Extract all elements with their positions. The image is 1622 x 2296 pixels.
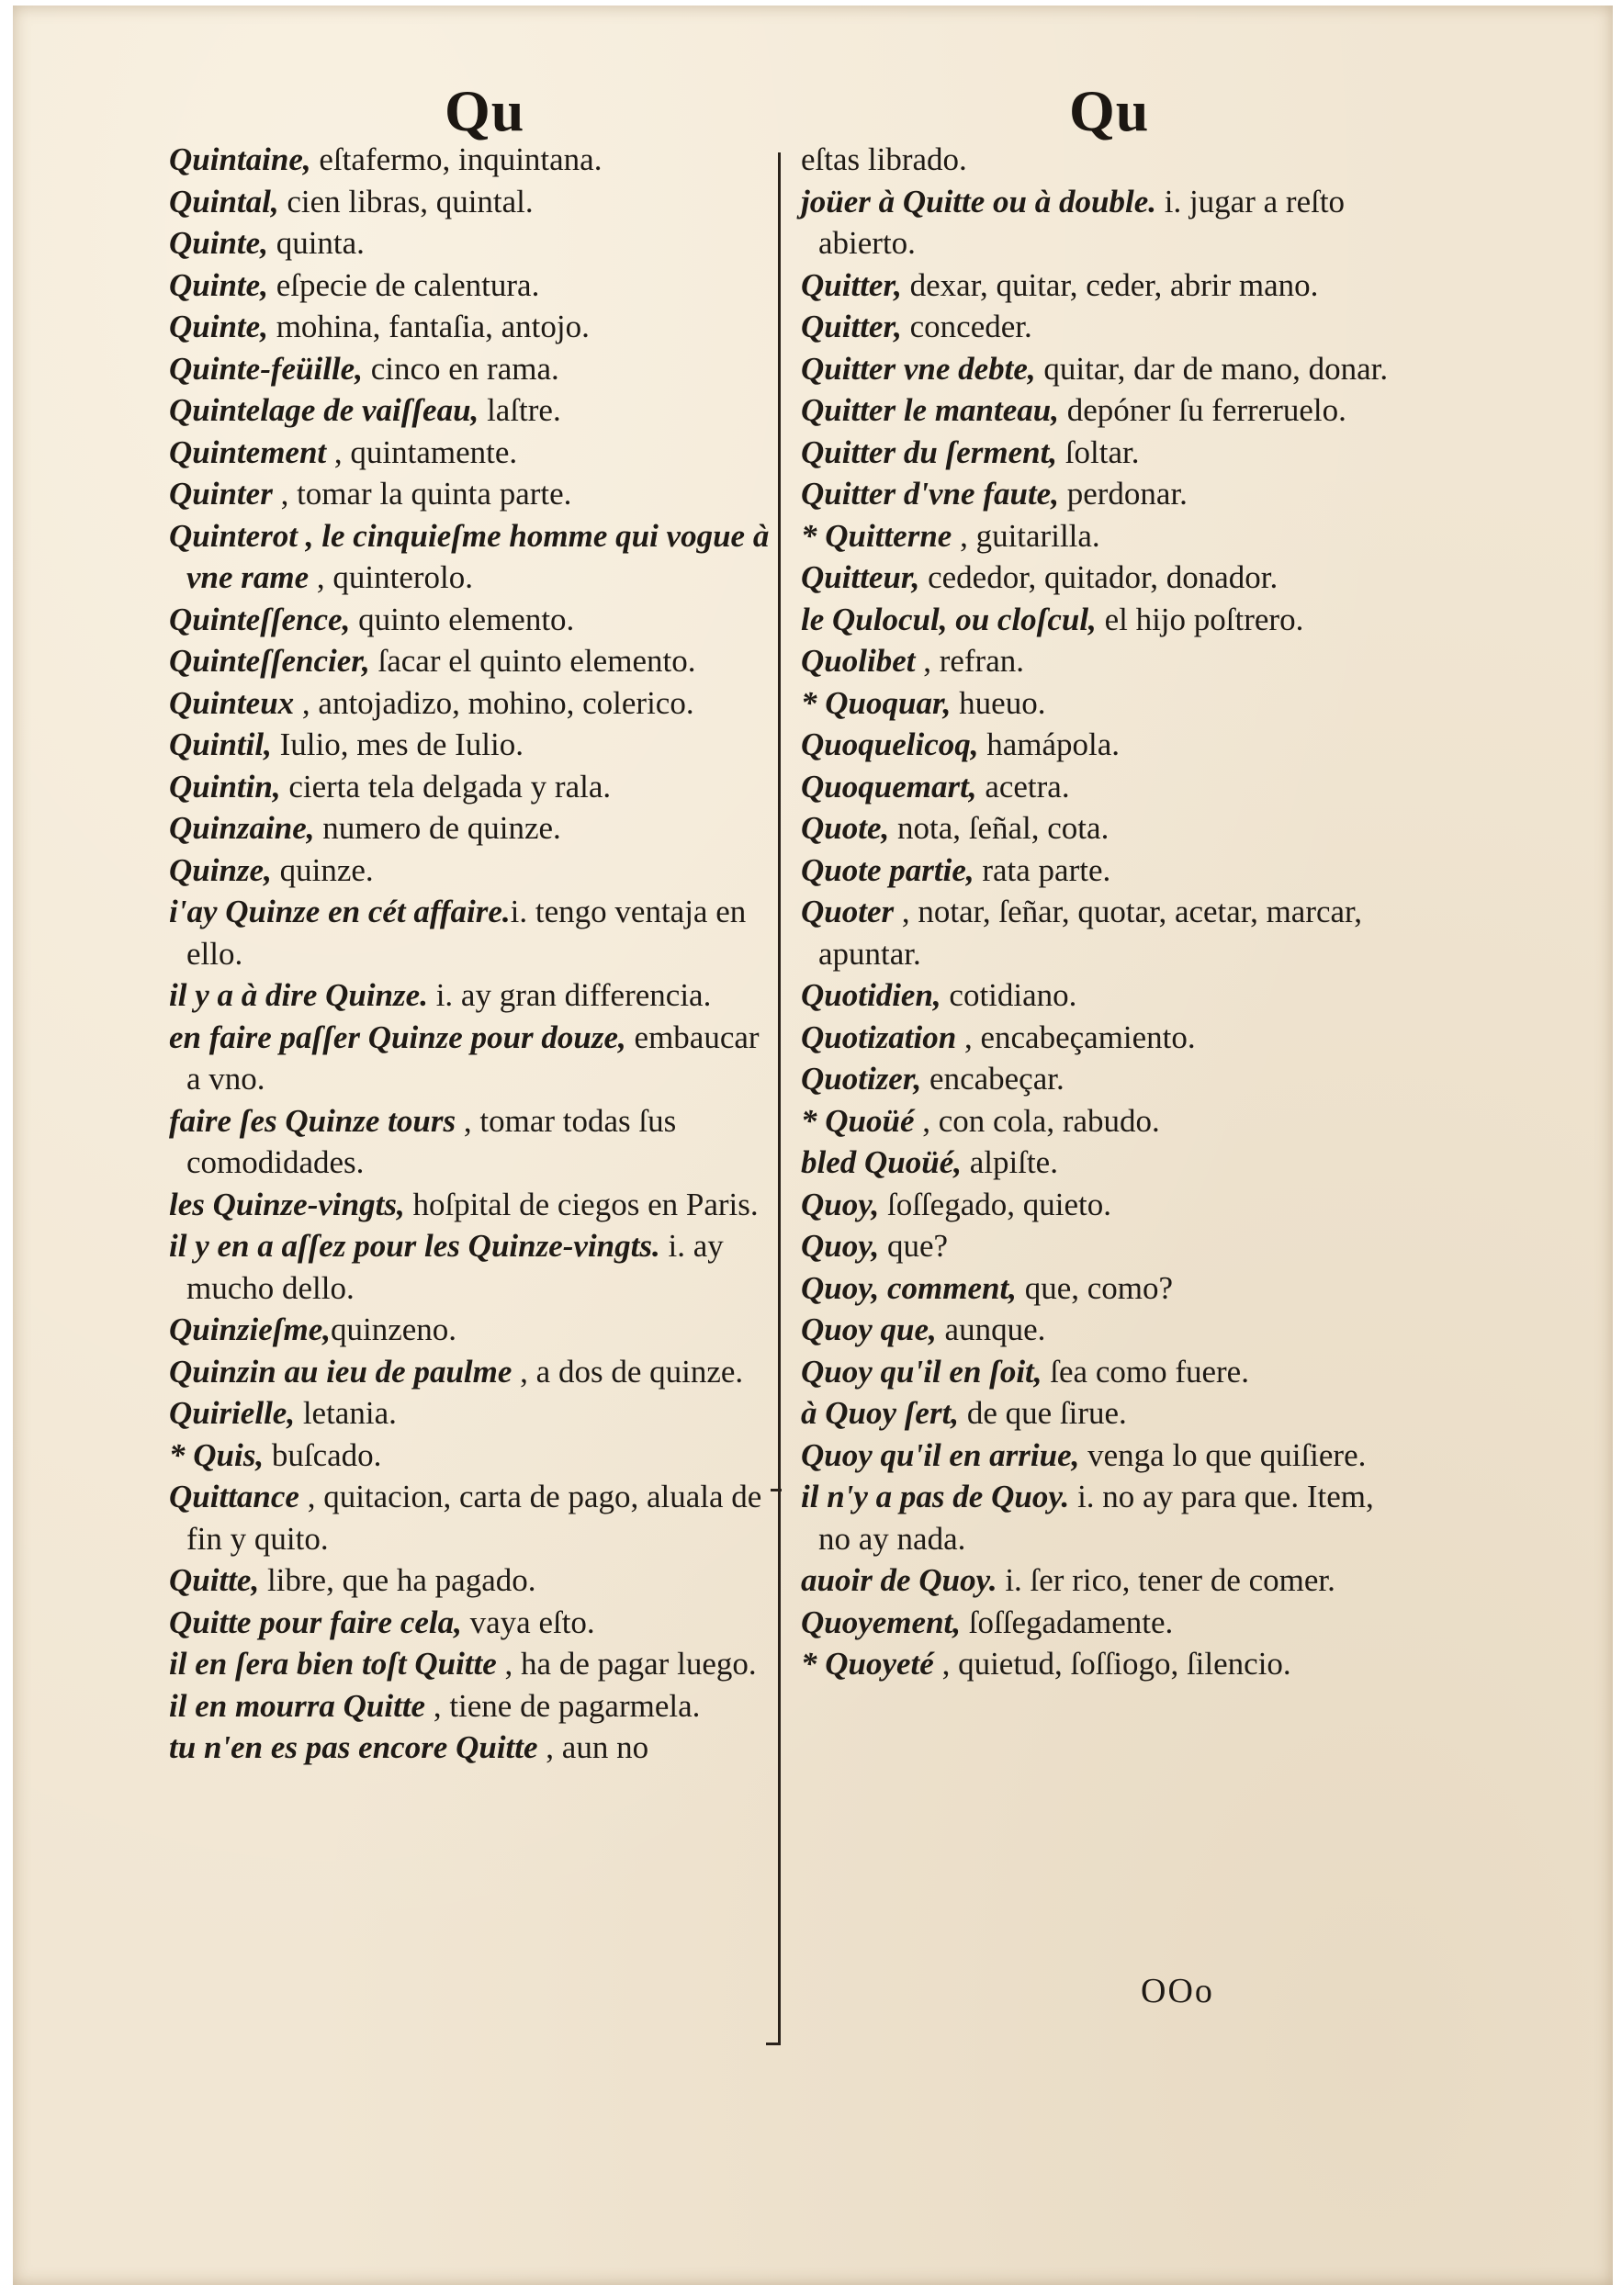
dictionary-entry <box>801 1309 1407 1351</box>
entry-definition: i. ay mucho dello. <box>186 1228 724 1306</box>
entry-headword: il y a à dire Quinze. <box>169 977 428 1013</box>
entry-headword: Quitter vne debte, <box>801 350 1036 387</box>
dictionary-entry <box>801 1602 1407 1644</box>
entry-definition: Iulio, mes de Iulio. <box>271 726 524 762</box>
column-rule <box>778 152 781 2044</box>
entry-definition: hoſpital de ciegos en Paris. <box>404 1186 759 1222</box>
entry-definition: nota, ſeñal, cota. <box>889 810 1109 846</box>
entry-headword: il y en a aſſez pour les Quinze-vingts. <box>169 1228 660 1264</box>
dictionary-entry <box>801 974 1407 1017</box>
dictionary-entry <box>801 473 1407 515</box>
entry-headword: en faire paſſer Quinze pour douze, <box>169 1019 626 1055</box>
dictionary-entry <box>169 1100 772 1184</box>
catchword: OOo <box>1141 1972 1214 2010</box>
entry-headword: Quitte, <box>169 1562 260 1598</box>
entry-definition: cededor, quitador, donador. <box>919 559 1278 595</box>
entry-definition: de que ſirue. <box>959 1395 1127 1431</box>
entry-definition: embaucar a vno. <box>186 1019 760 1097</box>
entry-definition: libre, que ha pagado. <box>259 1562 536 1598</box>
entry-definition: que, como? <box>1016 1269 1174 1306</box>
entry-headword: il n'y a pas de Quoy. <box>801 1479 1070 1514</box>
entry-definition: quinze. <box>271 851 374 888</box>
entry-headword: Quoquelicoq, <box>801 726 979 762</box>
dictionary-entry <box>169 682 772 725</box>
entry-definition: , tomar la quinta parte. <box>272 476 572 512</box>
entry-headword: Quinte, <box>169 225 268 261</box>
dictionary-entry <box>169 1225 772 1309</box>
entry-definition: eſpecie de calentura. <box>267 266 540 303</box>
entry-definition: que? <box>879 1228 949 1264</box>
entry-definition: acetra. <box>976 768 1070 805</box>
dictionary-entry <box>801 264 1407 307</box>
entry-headword: i'ay Quinze en cét affaire. <box>169 894 511 929</box>
entry-definition: , quietud, ſoſſiogo, ſilencio. <box>933 1646 1291 1682</box>
dictionary-entry <box>801 348 1407 390</box>
entry-definition: , quitacion, carta de pago, aluala de fin y quito. <box>186 1479 762 1557</box>
dictionary-entry <box>169 348 772 390</box>
entry-definition: depóner ſu ferreruelo. <box>1059 392 1346 428</box>
dictionary-entry <box>169 1727 772 1769</box>
dictionary-entry <box>801 599 1407 641</box>
dictionary-entry <box>169 1309 772 1351</box>
entry-definition: , notar, ſeñar, quotar, acetar, marcar, apuntar. <box>818 894 1363 972</box>
dictionary-entry <box>801 181 1407 264</box>
entry-definition: , a dos de quinze. <box>512 1353 744 1390</box>
entry-definition: eſtafermo, inquintana. <box>310 141 603 177</box>
dictionary-entry <box>169 222 772 264</box>
entry-headword: Quolibet <box>801 643 916 679</box>
dictionary-entry <box>169 432 772 474</box>
dictionary-entry <box>169 1017 772 1100</box>
dictionary-entry <box>801 557 1407 599</box>
dictionary-entry <box>801 1476 1407 1559</box>
dictionary-entry <box>801 891 1407 974</box>
entry-definition: laſtre. <box>479 392 561 428</box>
dictionary-entry <box>801 1017 1407 1059</box>
right-running-head: Qu <box>1069 78 1150 143</box>
entry-headword: Quintement <box>169 433 327 470</box>
entry-headword: Quintin, <box>169 768 281 805</box>
entry-headword: Quotizer, <box>801 1061 922 1097</box>
entry-headword: * Quis, <box>169 1436 265 1473</box>
entry-headword: à Quoy ſert, <box>801 1395 960 1431</box>
entry-headword: Quitter, <box>801 266 902 303</box>
dictionary-entry <box>801 1267 1407 1310</box>
entry-definition: el hijo poſtrero. <box>1096 601 1304 637</box>
dictionary-entry <box>169 515 772 599</box>
dictionary-entry <box>801 1184 1407 1226</box>
dictionary-entry <box>801 1058 1407 1100</box>
dictionary-entry <box>169 850 772 892</box>
entry-headword: Quintaine, <box>169 141 311 177</box>
dictionary-entry <box>801 850 1407 892</box>
entry-definition: i. no ay para que. Item, no ay nada. <box>818 1479 1374 1557</box>
entry-headword: faire ſes Quinze tours <box>169 1102 456 1139</box>
dictionary-entry <box>169 1685 772 1728</box>
entry-definition: mohina, fantaſia, antojo. <box>267 309 590 344</box>
entry-definition: , quinterolo. <box>309 559 474 595</box>
entry-definition: , tomar todas ſus comodidades. <box>186 1102 677 1180</box>
entry-headword: Quinzieſme, <box>169 1311 331 1347</box>
dictionary-entry <box>801 306 1407 348</box>
entry-definition: numero de quinze. <box>314 810 561 846</box>
entry-headword: Quinter <box>169 476 273 512</box>
dictionary-entry <box>169 974 772 1017</box>
entry-headword: Quintelage de vaiſſeau, <box>169 392 479 428</box>
dictionary-entry <box>169 1602 772 1644</box>
entry-headword: Quoy, <box>801 1186 880 1222</box>
entry-definition: ſoſſegadamente. <box>961 1604 1174 1640</box>
entry-definition: alpiſte. <box>962 1144 1058 1180</box>
entry-definition: cien libras, quintal. <box>278 183 534 219</box>
entry-headword: Quoy, comment, <box>801 1269 1017 1306</box>
entry-definition: , aun no <box>537 1729 649 1765</box>
entry-headword: Quote partie, <box>801 851 974 888</box>
left-column <box>169 139 772 1769</box>
dictionary-entry <box>801 1559 1407 1602</box>
entry-definition: dexar, quitar, ceder, abrir mano. <box>901 266 1319 303</box>
entry-headword: les Quinze-vingts, <box>169 1186 405 1222</box>
entry-definition: ſacar el quinto elemento. <box>369 643 696 679</box>
entry-headword: * Quoquar, <box>801 684 952 721</box>
book-page <box>13 6 1613 2285</box>
dictionary-entry <box>169 766 772 808</box>
entry-headword: Quinterot , le cinquieſme homme qui vogue à vne rame <box>169 517 770 595</box>
entry-headword: Quintil, <box>169 726 272 762</box>
entry-headword: * Quitterne <box>801 517 952 554</box>
entry-headword: tu n'en es pas encore Quitte <box>169 1729 538 1765</box>
entry-headword: Quinzin au ieu de paulme <box>169 1353 513 1390</box>
dictionary-entry <box>169 1351 772 1393</box>
entry-definition: aunque. <box>936 1311 1046 1347</box>
dictionary-entry <box>801 389 1407 432</box>
entry-headword: Quoy qu'il en ſoit, <box>801 1353 1042 1390</box>
left-running-head: Qu <box>445 78 525 143</box>
dictionary-entry <box>169 264 772 307</box>
dictionary-entry <box>169 807 772 850</box>
dictionary-entry <box>801 724 1407 766</box>
entry-definition: , refran. <box>915 643 1024 679</box>
entry-definition: i. ay gran differencia. <box>427 977 712 1013</box>
dictionary-entry <box>169 599 772 641</box>
entry-headword: Quintal, <box>169 183 279 219</box>
entry-headword: Quote, <box>801 810 890 846</box>
dictionary-entry <box>169 1184 772 1226</box>
entry-definition: ſea como fuere. <box>1042 1353 1249 1390</box>
dictionary-entry <box>169 724 772 766</box>
entry-headword: Quotidien, <box>801 977 941 1013</box>
column-rule-end <box>766 2043 781 2045</box>
entry-headword: Quinzaine, <box>169 810 315 846</box>
dictionary-entry <box>169 1476 772 1559</box>
dictionary-entry <box>801 1351 1407 1393</box>
entry-definition: buſcado. <box>264 1436 382 1473</box>
entry-headword: Quoy, <box>801 1228 880 1264</box>
entry-definition: conceder. <box>901 309 1032 344</box>
entry-definition: , guitarilla. <box>952 517 1100 554</box>
entry-headword: Quitter du ſerment, <box>801 433 1058 470</box>
entry-definition: cierta tela delgada y rala. <box>280 768 612 805</box>
entry-headword: Quoquemart, <box>801 768 977 805</box>
entry-headword: joüer à Quitte ou à double. <box>801 183 1156 219</box>
entry-definition: , antojadizo, mohino, colerico. <box>294 684 694 721</box>
dictionary-entry <box>801 682 1407 725</box>
entry-definition: eſtas librado. <box>801 141 967 177</box>
entry-definition: i. tengo ventaja en ello. <box>186 894 747 972</box>
entry-definition: quinto elemento. <box>350 601 575 637</box>
entry-definition: encabeçar. <box>921 1061 1064 1097</box>
entry-headword: Quoter <box>801 894 895 929</box>
dictionary-entry <box>801 1142 1407 1184</box>
dictionary-entry <box>169 1392 772 1435</box>
dictionary-entry <box>169 181 772 223</box>
entry-definition: venga lo que quiſiere. <box>1079 1436 1367 1473</box>
dictionary-entry <box>801 807 1407 850</box>
entry-headword: Quitteur, <box>801 559 920 595</box>
entry-headword: * Quoyeté <box>801 1646 934 1682</box>
entry-headword: Quirielle, <box>169 1395 296 1431</box>
entry-definition: quitar, dar de mano, donar. <box>1035 350 1389 387</box>
entry-definition: cinco en rama. <box>362 350 559 387</box>
dictionary-entry <box>801 432 1407 474</box>
entry-headword: bled Quoüé, <box>801 1144 962 1180</box>
dictionary-entry <box>169 640 772 682</box>
entry-headword: Quitter le manteau, <box>801 392 1059 428</box>
entry-headword: Quitter, <box>801 309 902 344</box>
entry-definition: cotidiano. <box>941 977 1077 1013</box>
entry-definition: , tiene de pagarmela. <box>425 1687 701 1724</box>
entry-definition: i. ſer rico, tener de comer. <box>997 1562 1335 1598</box>
entry-definition: ſoſſegado, quieto. <box>879 1186 1111 1222</box>
entry-definition: quinzeno. <box>330 1311 457 1347</box>
entry-headword: Quinteſſence, <box>169 601 351 637</box>
entry-definition: vaya eſto. <box>461 1604 595 1640</box>
dictionary-entry <box>801 1643 1407 1685</box>
dictionary-entry <box>169 473 772 515</box>
dictionary-entry <box>801 139 1407 181</box>
dictionary-entry <box>801 1225 1407 1267</box>
entry-definition: perdonar. <box>1058 476 1188 512</box>
entry-headword: Quitter d'vne faute, <box>801 476 1059 512</box>
entry-headword: il en ſera bien toſt Quitte <box>169 1646 497 1682</box>
entry-headword: Quitte pour faire cela, <box>169 1604 462 1640</box>
entry-headword: Quoy qu'il en arriue, <box>801 1436 1080 1473</box>
entry-headword: auoir de Quoy. <box>801 1562 997 1598</box>
entry-definition: i. jugar a reſto abierto. <box>818 183 1346 261</box>
entry-definition: hamápola. <box>978 726 1121 762</box>
entry-definition: rata parte. <box>974 851 1111 888</box>
entry-headword: Quittance <box>169 1479 299 1514</box>
entry-definition: , ha de pagar luego. <box>496 1646 757 1682</box>
entry-definition: , con cola, rabudo. <box>914 1102 1160 1139</box>
entry-definition: hueuo. <box>951 684 1046 721</box>
dictionary-entry <box>169 1559 772 1602</box>
column-rule-tick <box>771 1489 782 1491</box>
dictionary-entry <box>801 1435 1407 1477</box>
entry-headword: Quinte, <box>169 309 268 344</box>
dictionary-entry <box>801 766 1407 808</box>
entry-headword: Quotization <box>801 1019 957 1055</box>
entry-headword: Quinte-feüille, <box>169 350 363 387</box>
entry-headword: Quinteſſencier, <box>169 643 370 679</box>
entry-headword: Quinte, <box>169 266 268 303</box>
entry-definition: , quintamente. <box>326 433 518 470</box>
entry-definition: , encabeçamiento. <box>956 1019 1196 1055</box>
entry-definition: ſoltar. <box>1057 433 1140 470</box>
dictionary-entry <box>169 1643 772 1685</box>
dictionary-entry <box>169 306 772 348</box>
entry-headword: il en mourra Quitte <box>169 1687 426 1724</box>
dictionary-entry <box>169 1435 772 1477</box>
dictionary-entry <box>169 891 772 974</box>
dictionary-entry <box>801 1392 1407 1435</box>
dictionary-entry <box>801 1100 1407 1142</box>
entry-headword: le Qulocul, ou cloſcul, <box>801 601 1097 637</box>
right-column <box>801 139 1407 1685</box>
entry-headword: Quinze, <box>169 851 272 888</box>
dictionary-entry <box>169 389 772 432</box>
entry-definition: letania. <box>295 1395 397 1431</box>
dictionary-entry <box>801 515 1407 557</box>
entry-definition: quinta. <box>267 225 365 261</box>
dictionary-entry <box>801 640 1407 682</box>
entry-headword: Quoy que, <box>801 1311 937 1347</box>
entry-headword: * Quoüé <box>801 1102 915 1139</box>
entry-headword: Quinteux <box>169 684 295 721</box>
dictionary-entry <box>169 139 772 181</box>
entry-headword: Quoyement, <box>801 1604 962 1640</box>
